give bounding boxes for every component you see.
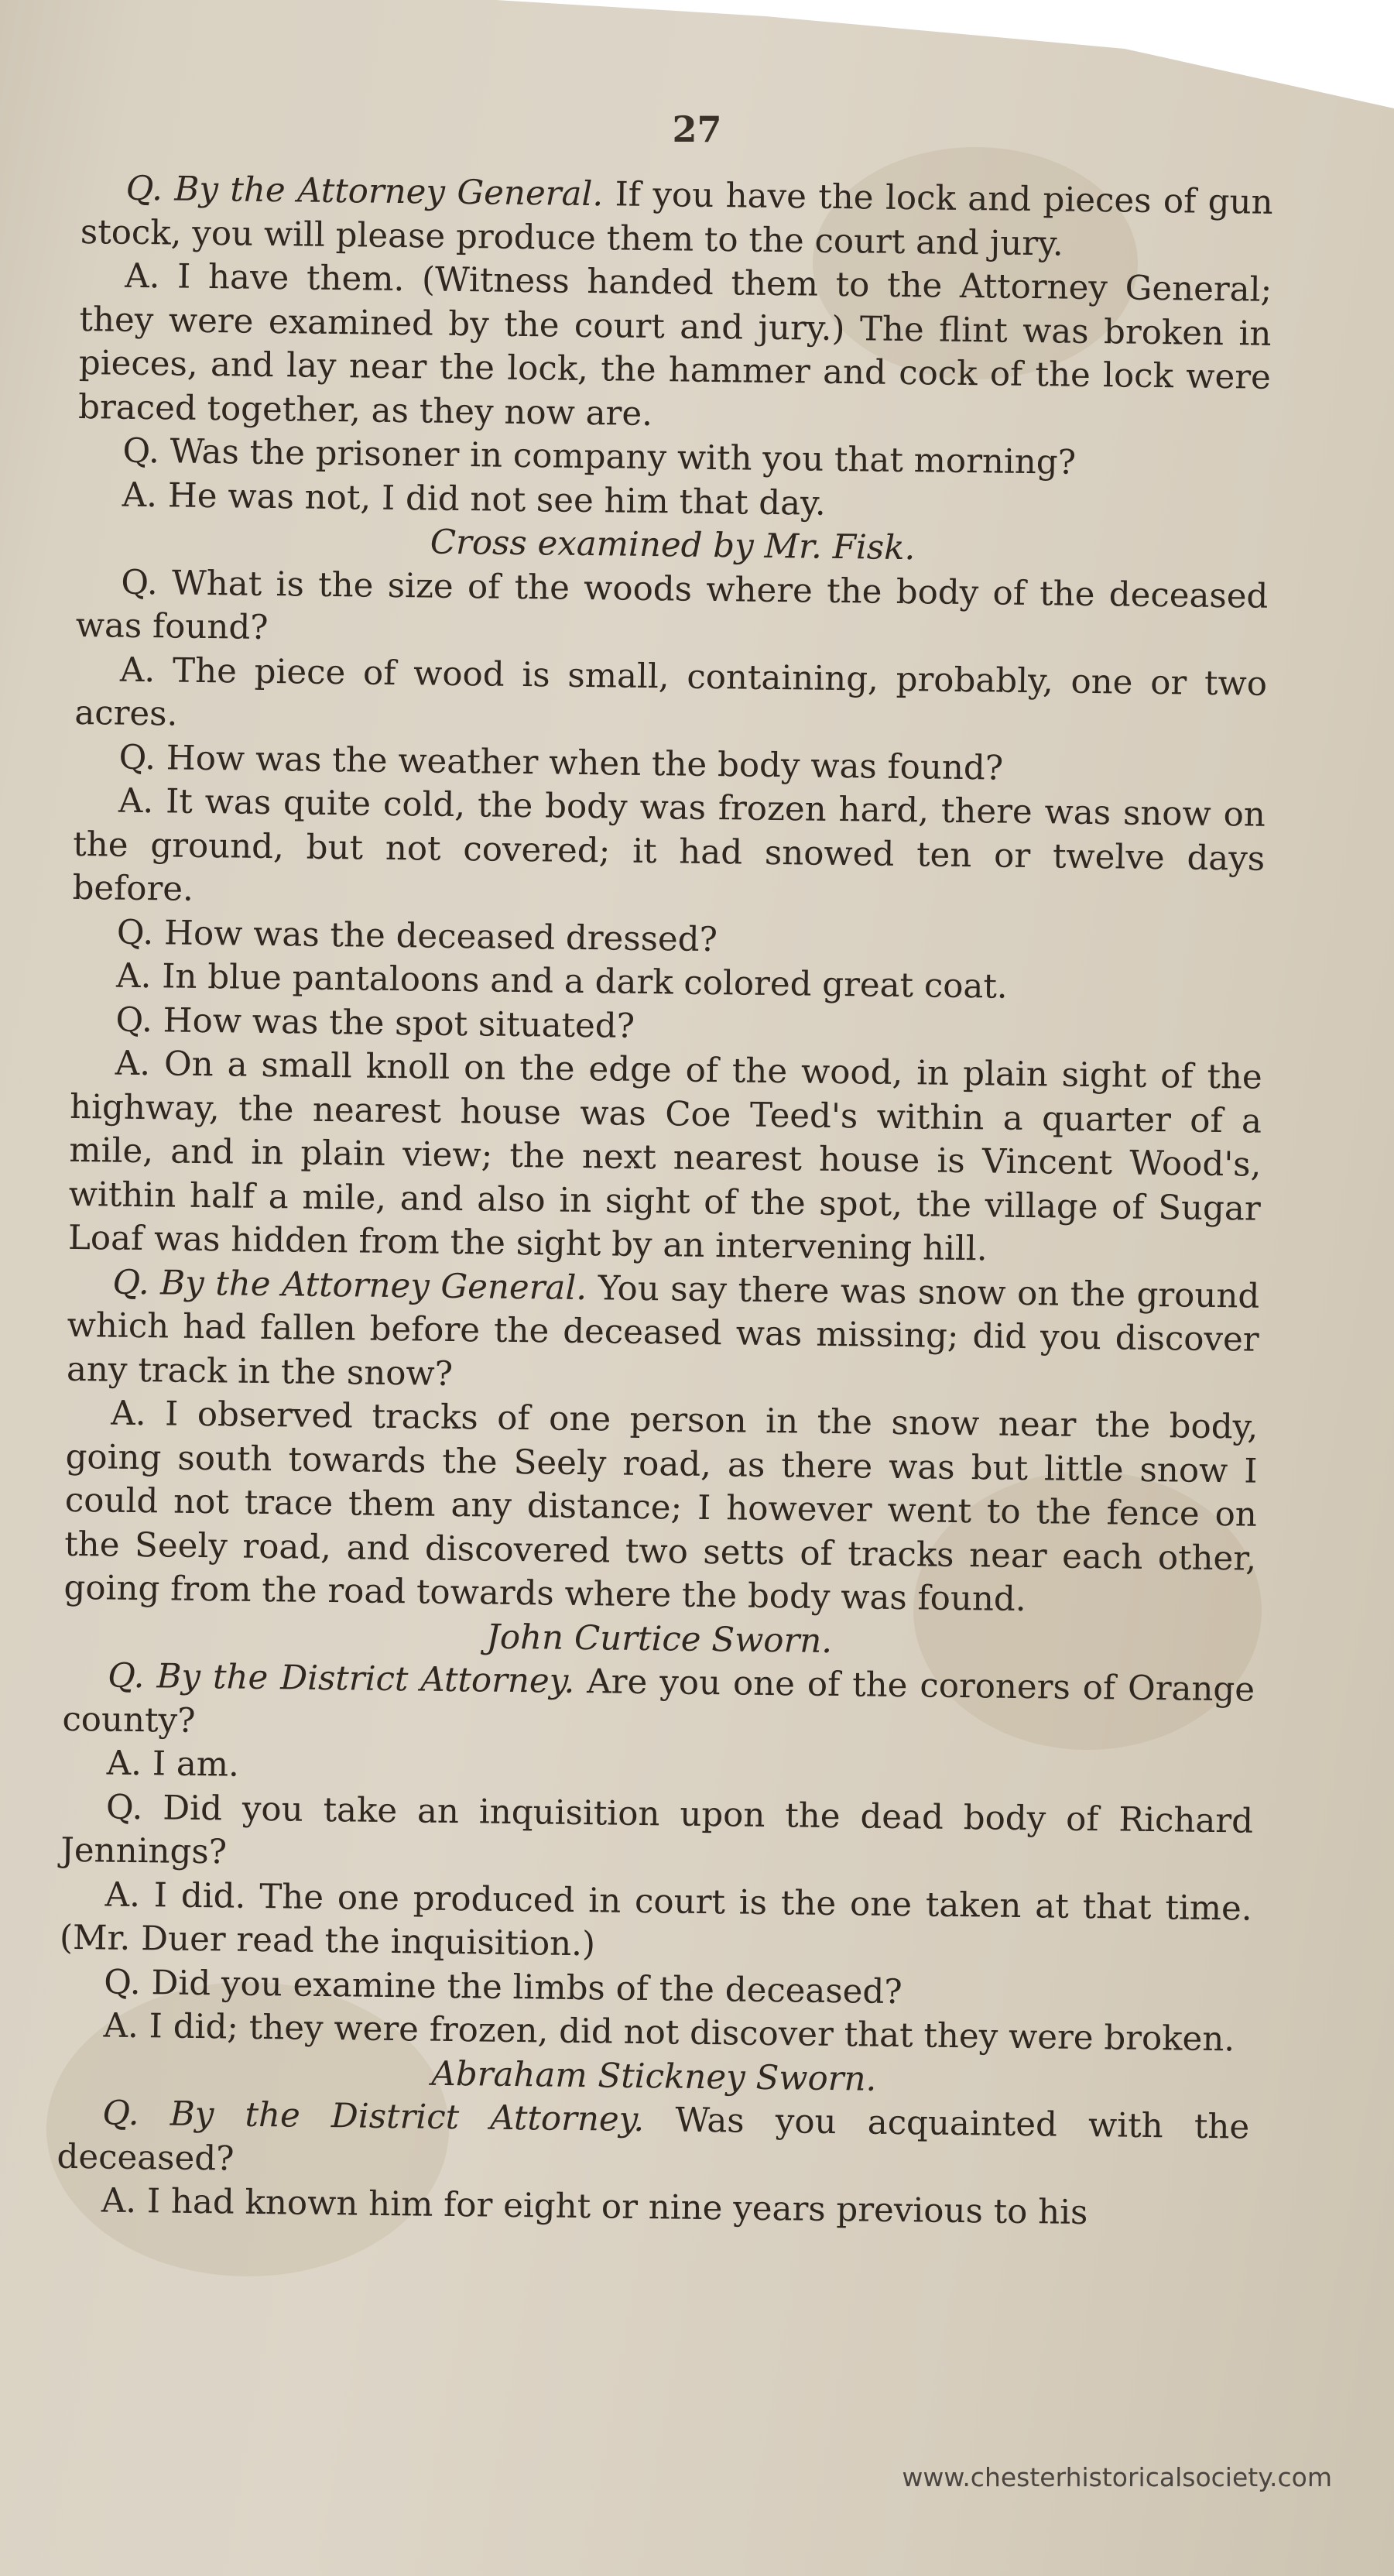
paragraph-text: Was you acquainted with the deceased? xyxy=(57,2101,1250,2179)
paragraph-text: Cross examined by Mr. Fisk. xyxy=(430,523,916,568)
transcript-paragraph xyxy=(80,166,1273,269)
transcript-paragraph xyxy=(68,1041,1262,1274)
paragraph-text: A. I did. The one produced in court is the one taken at that time. (Mr. Duer read the inquisition.) xyxy=(59,1875,1252,1964)
paragraph-text: A. He was not, I did not see him that day. xyxy=(122,475,827,523)
paragraph-text: Are you one of the coroners of Orange county? xyxy=(62,1662,1255,1741)
paragraph-text: A. In blue pantaloons and a dark colored great coat. xyxy=(115,956,1008,1007)
transcript-paragraph xyxy=(63,1391,1258,1624)
paragraph-text: If you have the lock and pieces of gun stock, you will please produce them to the court and jury. xyxy=(80,175,1273,264)
paragraph-text: A. On a small knoll on the edge of the wood, in plain sight of the highway, the nearest house was Coe Teed's within a quarter of a mile, and in plain view; the next nearest house is Vincent Wood's, within half a mile, and also in sight of the spot, the village of Sugar Loaf was hidden from the sight by an intervening hill. xyxy=(67,1044,1263,1269)
paragraph-text: John Curtice Sworn. xyxy=(486,1617,833,1661)
transcript-paragraph xyxy=(74,647,1267,749)
transcript-text xyxy=(57,166,1273,2237)
transcript-paragraph xyxy=(78,254,1272,444)
examiner-lead: Q. By the District Attorney. xyxy=(101,2094,645,2140)
examiner-lead: Q. By the Attorney General. xyxy=(112,1263,587,1308)
paragraph-text: Q. Did you examine the limbs of the deceased? xyxy=(104,1963,903,2012)
paragraph-text: A. I did; they were frozen, did not discover that they were broken. xyxy=(103,2006,1235,2060)
transcript-paragraph xyxy=(67,1260,1260,1405)
transcript-paragraph xyxy=(60,1785,1253,1887)
transcript-paragraph xyxy=(62,1654,1255,1756)
paragraph-text: Q. Did you take an inquisition upon the dead body of Richard Jennings? xyxy=(60,1788,1254,1872)
transcript-paragraph xyxy=(75,560,1268,662)
paragraph-text: Abraham Stickney Sworn. xyxy=(431,2054,877,2099)
paragraph-text: Q. How was the weather when the body was found? xyxy=(118,738,1004,788)
page-number: 27 xyxy=(672,108,722,150)
paragraph-text: A. I observed tracks of one person in the snow near the body, going south towards the Seely road, as there was but little snow I could not trace them any distance; I however went to the fence on the Seely road, and discovered two setts of tracks near each other, going from the road towards where the body was found. xyxy=(63,1394,1259,1620)
paragraph-text: A. I had known him for eight or nine years previous to his xyxy=(101,2181,1088,2233)
transcript-paragraph xyxy=(57,2091,1249,2194)
paragraph-text: Q. Was the prisoner in company with you that morning? xyxy=(122,431,1077,482)
paragraph-text: A. I am. xyxy=(106,1744,240,1785)
paragraph-text: You say there was snow on the ground which had fallen before the deceased was missing; did you discover any track in the snow? xyxy=(66,1268,1260,1394)
paragraph-text: Q. What is the size of the woods where the body of the deceased was found? xyxy=(75,563,1269,647)
paragraph-text: A. The piece of wood is small, containing, probably, one or two acres. xyxy=(74,650,1268,734)
page-corner-background xyxy=(496,0,1394,108)
transcript-paragraph xyxy=(60,1872,1252,1974)
paragraph-text: Q. How was the deceased dressed? xyxy=(116,913,718,959)
paragraph-text: Q. How was the spot situated? xyxy=(115,1000,635,1046)
watermark: www.chesterhistoricalsociety.com xyxy=(902,2462,1332,2492)
examiner-lead: Q. By the Attorney General. xyxy=(125,169,604,214)
paragraph-text: A. It was quite cold, the body was frozen hard, there was snow on the ground, but not covered; it had snowed ten or twelve days before. xyxy=(72,781,1266,909)
paragraph-text: A. I have them. (Witness handed them to the Attorney General; they were examined by the court and jury.) The flint was broken in pieces, and lay near the lock, the hammer and cock of the lock were braced together, as they now are. xyxy=(77,256,1272,434)
examiner-lead: Q. By the District Attorney. xyxy=(107,1656,575,1701)
transcript-paragraph xyxy=(72,779,1266,924)
